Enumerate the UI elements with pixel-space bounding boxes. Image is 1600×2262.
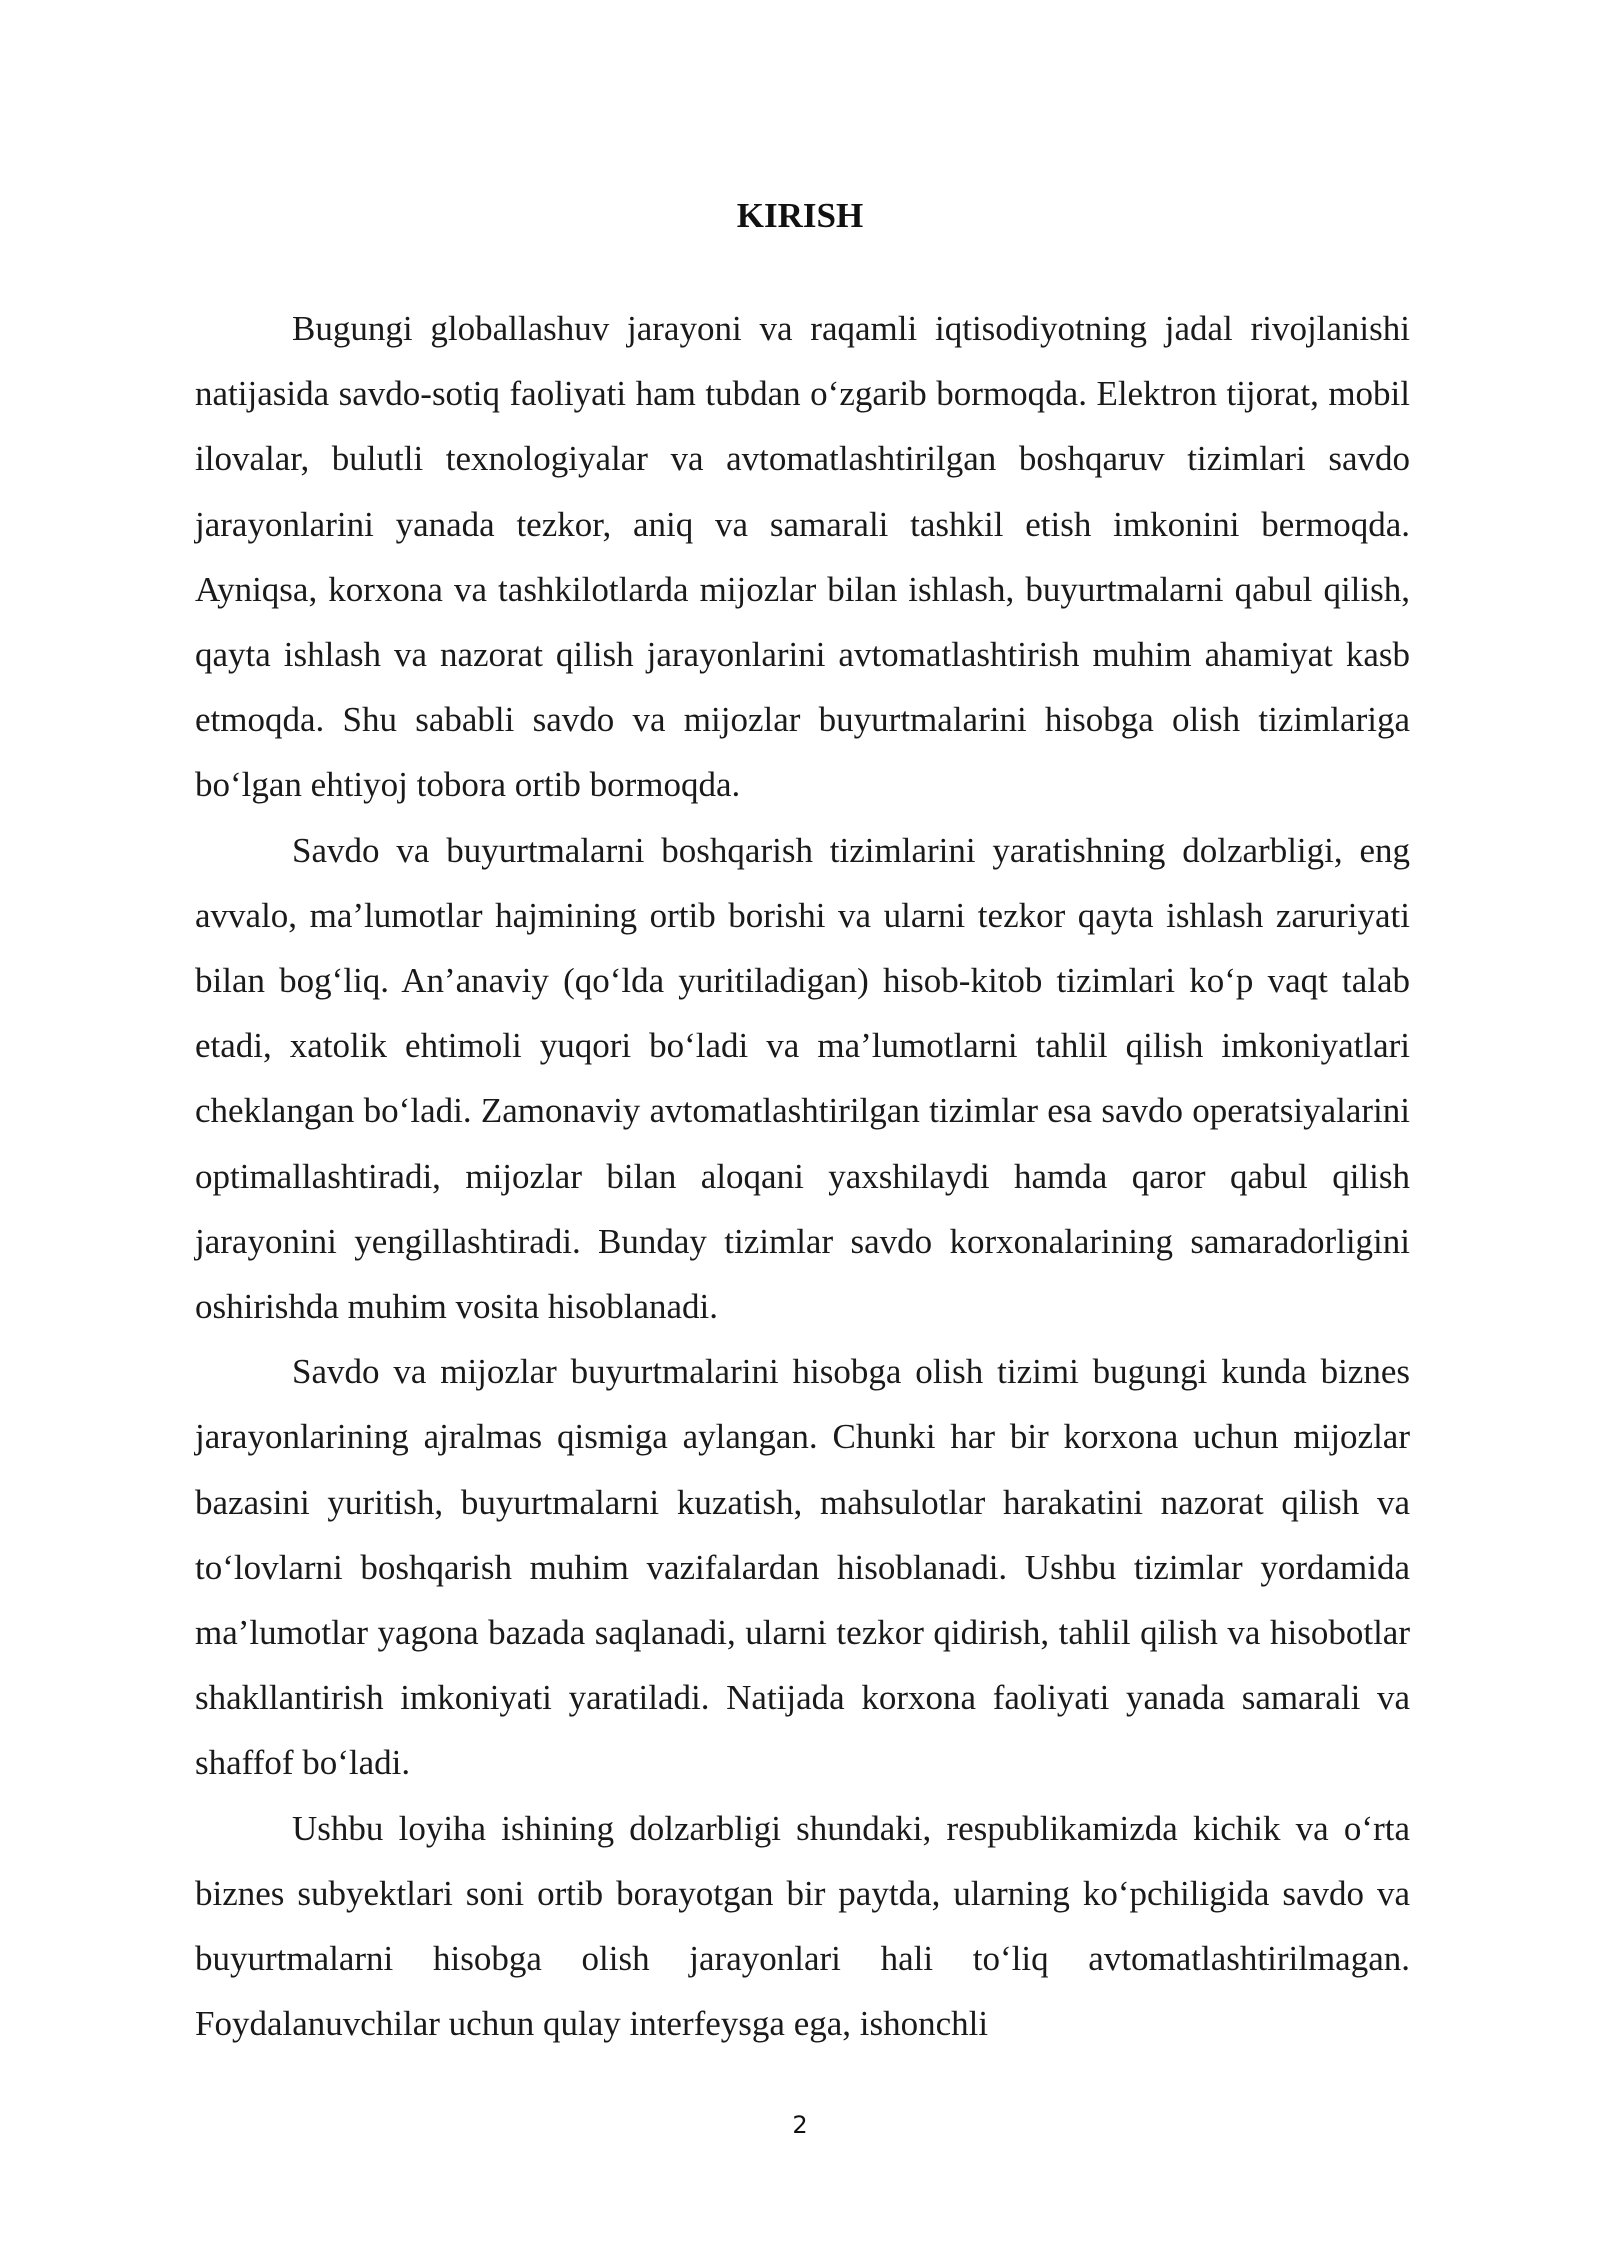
paragraph-1: Bugungi globallashuv jarayoni va raqamli iqtisodiyotning jadal rivojlanishi natijasida savdo-sotiq faoliyati ham tubdan o‘zgarib bormoqda. Elektron tijorat, mobil ilovalar, bulutli texnologiyalar va avtomatlashtirilgan boshqaruv tizimlari savdo jarayonlarini yanada tezkor, aniq va samarali tashkil etish imkonini bermoqda. Ayniqsa, korxona va tashkilotlarda mijozlar bilan ishlash, buyurtmalarni qabul qilish, qayta ishlash va nazorat qilish jarayonlarini avtomatlashtirish muhim ahamiyat kasb etmoqda. Shu sababli savdo va mijozlar buyurtmalarini hisobga olish tizimlariga bo‘lgan ehtiyoj tobora ortib bormoqda.	[195, 309, 1410, 805]
paragraph-4: Ushbu loyiha ishining dolzarbligi shundaki, respublikamizda kichik va o‘rta biznes subyektlari soni ortib borayotgan bir paytda, ularning ko‘pchiligida savdo va buyurtmalarni hisobga olish jarayonlari hali to‘liq avtomatlashtirilmagan. Foydalanuvchilar uchun qulay interfeysga ega, ishonchli	[195, 1808, 1410, 2044]
body-text	[195, 296, 1410, 2056]
paragraph-3: Savdo va mijozlar buyurtmalarini hisobga olish tizimi bugungi kunda biznes jarayonlarining ajralmas qismiga aylangan. Chunki har bir korxona uchun mijozlar bazasini yuritish, buyurtmalarni kuzatish, mahsulotlar harakatini nazorat qilish va to‘lovlarni boshqarish muhim vazifalardan hisoblanadi. Ushbu tizimlar yordamida ma’lumotlar yagona bazada saqlanadi, ularni tezkor qidirish, tahlil qilish va hisobotlar shakllantirish imkoniyati yaratiladi. Natijada korxona faoliyati yanada samarali va shaffof bo‘ladi.	[195, 1352, 1410, 1783]
page-number: 2	[792, 2111, 808, 2139]
section-title: KIRISH	[736, 196, 864, 235]
paragraph-2: Savdo va buyurtmalarni boshqarish tizimlarini yaratishning dolzarbligi, eng avvalo, ma’lumotlar hajmining ortib borishi va ularni tezkor qayta ishlash zaruriyati bilan bog‘liq. An’anaviy (qo‘lda yuritiladigan) hisob-kitob tizimlari ko‘p vaqt talab etadi, xatolik ehtimoli yuqori bo‘ladi va ma’lumotlarni tahlil qilish imkoniyatlari cheklangan bo‘ladi. Zamonaviy avtomatlashtirilgan tizimlar esa savdo operatsiyalarini optimallashtiradi, mijozlar bilan aloqani yaxshilaydi hamda qaror qabul qilish jarayonini yengillashtiradi. Bunday tizimlar savdo korxonalarining samaradorligini oshirishda muhim vosita hisoblanadi.	[195, 830, 1410, 1327]
